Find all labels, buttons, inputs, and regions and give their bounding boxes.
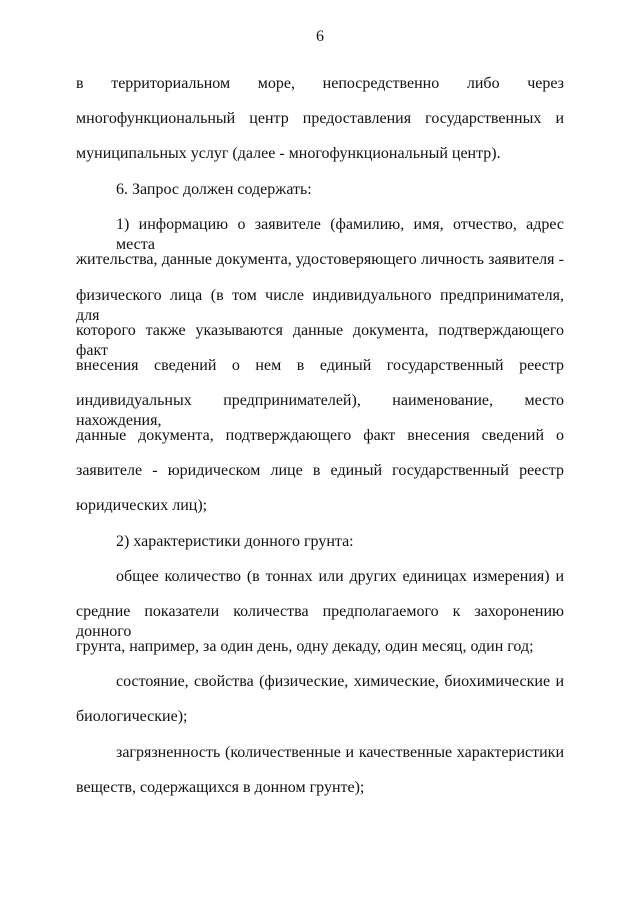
page-number: 6: [316, 28, 324, 45]
text-line: жительства, данные документа, удостоверяющего личность заявителя -: [76, 251, 564, 268]
text-line: 1) информацию о заявителе (фамилию, имя, отчество, адрес места: [116, 216, 564, 253]
paragraph-heading: 2) характеристики донного грунта:: [116, 533, 354, 550]
text-line: грунта, например, за один день, одну декаду, один месяц, один год;: [76, 638, 534, 655]
text-line: муниципальных услуг (далее - многофункциональный центр).: [76, 145, 501, 162]
text-line: внесения сведений о нем в единый государственный реестр: [76, 357, 564, 374]
text-line: биологические);: [76, 708, 188, 725]
text-line: в территориальном море, непосредственно либо через: [76, 75, 564, 92]
text-line: загрязненность (количественные и качественные характеристики: [116, 744, 564, 761]
paragraph-heading: 6. Запрос должен содержать:: [116, 181, 312, 198]
text-line: общее количество (в тоннах или других единицах измерения) и: [116, 568, 564, 585]
text-line: заявителе - юридическом лице в единый государственный реестр: [76, 462, 564, 479]
text-line: физического лица (в том числе индивидуального предпринимателя, для: [76, 287, 564, 324]
text-line: юридических лиц);: [76, 497, 208, 514]
text-line: индивидуальных предпринимателей), наименование, место нахождения,: [76, 392, 564, 429]
text-line: веществ, содержащихся в донном грунте);: [76, 779, 365, 796]
text-line: состояние, свойства (физические, химические, биохимические и: [116, 673, 564, 690]
text-line: средние показатели количества предполагаемого к захоронению донного: [76, 603, 564, 640]
text-line: данные документа, подтверждающего факт внесения сведений о: [76, 427, 564, 444]
text-line: многофункциональный центр предоставления государственных и: [76, 110, 564, 127]
text-line: которого также указываются данные документа, подтверждающего факт: [76, 322, 564, 359]
